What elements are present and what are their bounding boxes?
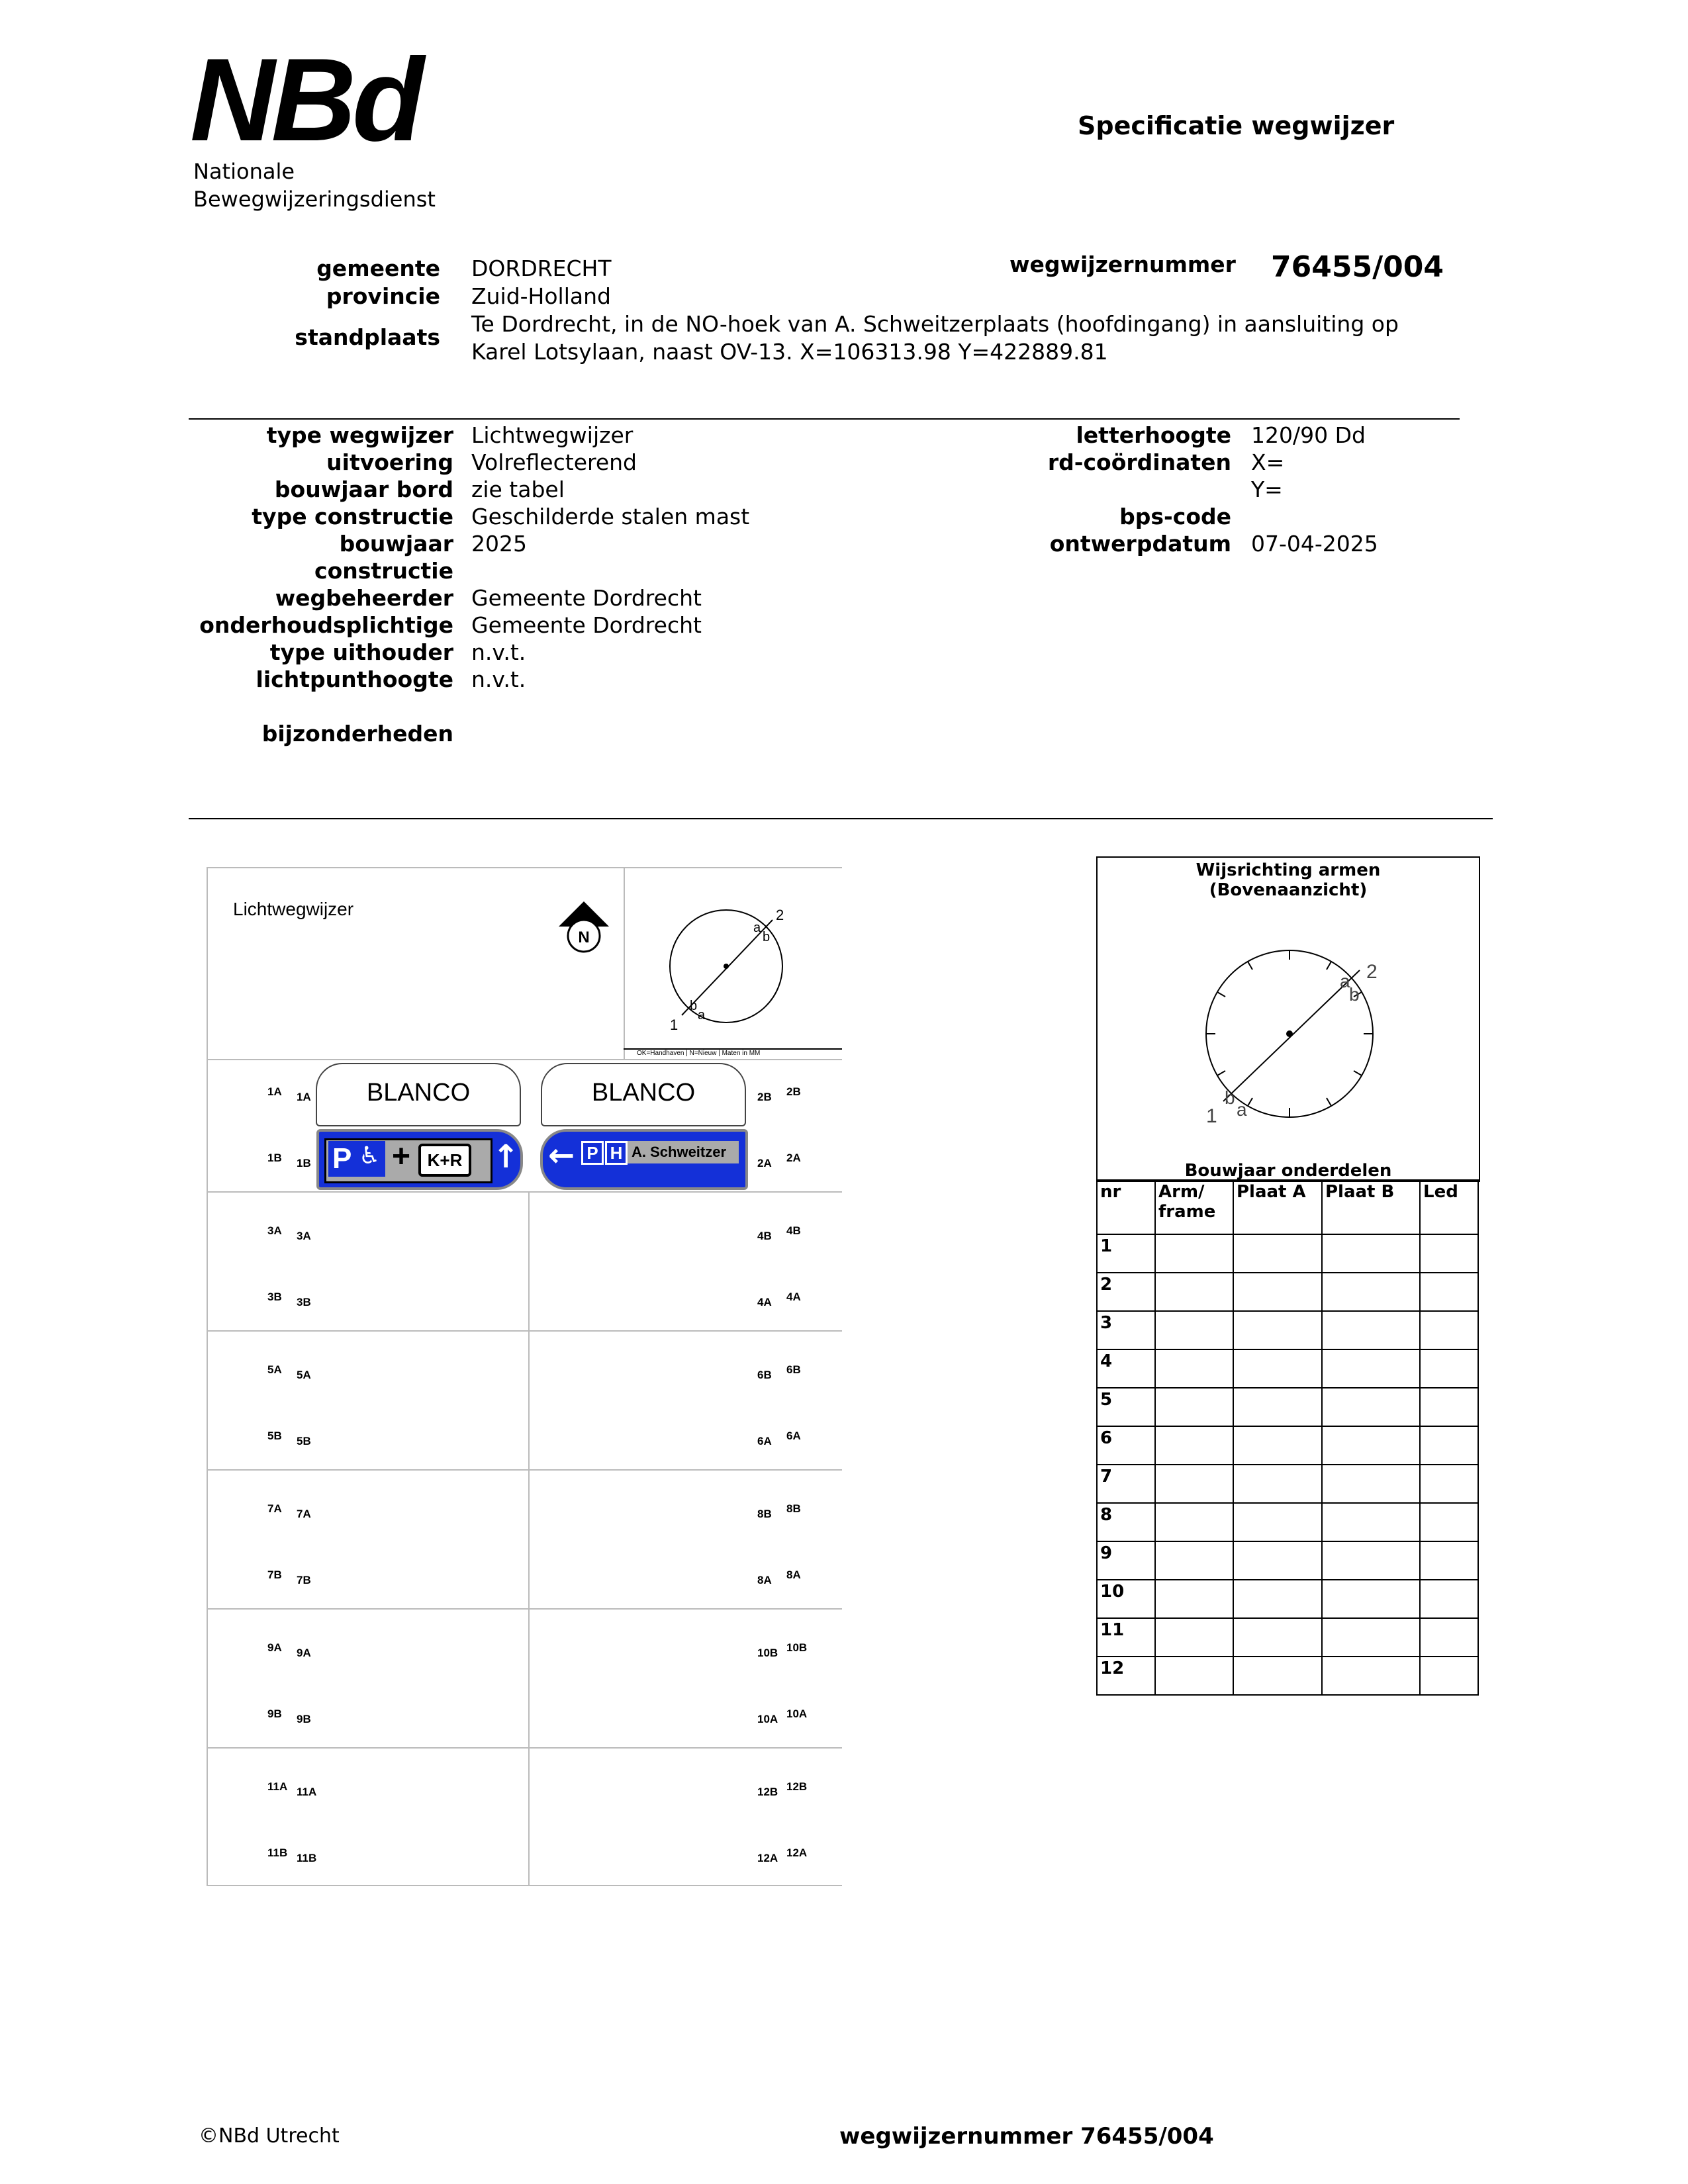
spec-label: type constructie [252,504,453,529]
table-row [1097,1618,1478,1657]
parking-p-icon: P [328,1141,385,1177]
table-cell [1322,1503,1420,1541]
compass-label-a2: a [753,921,761,935]
slot-label-right: 2B [757,1091,772,1103]
spec-label: constructie [314,558,453,584]
slot-label-right: 12A [757,1852,778,1864]
standplaats-line-1: Te Dordrecht, in de NO-hoek van A. Schweitzerplaats (hoofdingang) in aansluiting op [471,311,1399,337]
wijsrichting-label-b2: b [1349,984,1360,1005]
col-nr: nr [1097,1180,1155,1234]
slot-label-right-secondary: 12A [786,1846,808,1859]
row-number: 6 [1097,1426,1155,1465]
wegwijzernummer-value: 76455/004 [1271,250,1444,284]
table-cell [1420,1234,1478,1273]
slot-label-left: 3B [267,1291,282,1303]
spec-value: Gemeente Dordrecht [471,612,702,638]
wheelchair-icon: ♿ [359,1142,381,1169]
footer-copyright: ©NBd Utrecht [199,2124,340,2148]
table-row [1097,1580,1478,1618]
compass-label-a1: a [698,1008,706,1023]
table-cell [1420,1426,1478,1465]
spec-value: Geschilderde stalen mast [471,504,750,529]
slot-label-right-secondary: 4A [786,1291,801,1303]
table-cell [1420,1503,1478,1541]
compass-label-2: 2 [776,907,784,923]
slot-label-right-secondary: 4B [786,1224,801,1237]
table-row [1097,1388,1478,1426]
row-number: 9 [1097,1541,1155,1580]
table-cell [1322,1580,1420,1618]
schweitzer-label: A. Schweitzer [628,1141,739,1163]
slot-label-right-secondary: 10A [786,1707,808,1720]
table-cell [1233,1465,1322,1503]
spec-label: wegbeheerder [275,585,453,611]
table-cell [1155,1349,1233,1388]
compass-label-b2: b [763,930,771,944]
table-cell [1233,1541,1322,1580]
blanco-plate-left: BLANCO [316,1063,521,1126]
table-header-row [1097,1180,1478,1234]
drawing-note: OK=Handhaven | N=Nieuw | Maten in MM [637,1050,761,1057]
table-cell [1322,1618,1420,1657]
spec-value: Gemeente Dordrecht [471,585,702,611]
spec-right-value: 07-04-2025 [1251,531,1378,557]
table-cell [1322,1465,1420,1503]
table-row [1097,1311,1478,1349]
slot-label-left: 7A [267,1502,282,1515]
col-plaat-a: Plaat A [1233,1180,1322,1234]
slot-label-left-secondary: 11A [297,1786,317,1798]
wijsrichting-box [1096,856,1480,1182]
gemeente-label: gemeente [316,255,440,281]
slot-label-right-secondary: 2A [786,1152,801,1164]
table-row [1097,1541,1478,1580]
table-cell [1322,1657,1420,1695]
table-cell [1155,1465,1233,1503]
slot-label-right: 10B [757,1647,778,1659]
plus-icon: + [392,1139,411,1174]
row-number: 5 [1097,1388,1155,1426]
wijsrichting-title: Wijsrichting armen [1196,860,1381,880]
table-cell [1155,1273,1233,1311]
kiss-ride-icon: K+R [418,1144,471,1177]
slot-label-left: 5A [267,1363,282,1376]
compass-small [663,893,802,1039]
col-plaat-b: Plaat B [1322,1180,1420,1234]
slot-label-right-secondary: 6B [786,1363,801,1376]
slot-label-left-secondary: 11B [297,1852,317,1864]
table-cell [1420,1273,1478,1311]
drawing-title: Lichtwegwijzer [233,899,354,919]
slot-label-right: 4A [757,1296,772,1308]
table-cell [1233,1657,1322,1695]
spec-label: type uithouder [269,639,453,665]
slot-label-left: 11B [267,1846,288,1859]
table-cell [1322,1541,1420,1580]
table-cell [1420,1388,1478,1426]
slot-label-left: 11A [267,1780,288,1793]
north-arrow-icon [556,899,612,954]
table-cell [1233,1388,1322,1426]
divider-top [189,418,1460,420]
arrow-left-icon: ← [548,1137,575,1174]
provincie-label: provincie [326,283,440,309]
slot-label-right: 2A [757,1157,772,1169]
table-row [1097,1234,1478,1273]
table-cell [1420,1580,1478,1618]
table-cell [1233,1618,1322,1657]
spec-right-value: X= [1251,449,1285,475]
slot-label-right: 8B [757,1508,772,1520]
slot-label-left-secondary: 5A [297,1369,311,1381]
table-row [1097,1349,1478,1388]
table-cell [1420,1618,1478,1657]
col-arm-frame: Arm/ frame [1155,1180,1233,1234]
table-cell [1233,1234,1322,1273]
spec-right-label: bps-code [1119,504,1231,529]
table-cell [1155,1580,1233,1618]
north-label: N [578,929,590,946]
table-cell [1322,1426,1420,1465]
table-cell [1155,1234,1233,1273]
divider-bottom [189,818,1493,819]
table-cell [1322,1311,1420,1349]
wijsrichting-label-a1: a [1237,1099,1247,1120]
table-cell [1420,1311,1478,1349]
spec-value: 2025 [471,531,527,557]
spec-label: type wegwijzer [266,422,453,448]
table-row [1097,1465,1478,1503]
table-cell [1420,1349,1478,1388]
parking-p-icon-right: P [581,1141,604,1165]
footer-nummer: wegwijzernummer 76455/004 [839,2123,1214,2150]
provincie-value: Zuid-Holland [471,283,611,309]
wijsrichting-label-1: 1 [1206,1105,1217,1127]
spec-label: lichtpunthoogte [256,666,453,692]
wijsrichting-label-a2: a [1340,971,1350,991]
table-cell [1233,1426,1322,1465]
slot-label-left: 9A [267,1641,282,1654]
row-number: 7 [1097,1465,1155,1503]
table-cell [1322,1388,1420,1426]
wegwijzernummer-label: wegwijzernummer [1009,251,1236,277]
table-cell [1322,1349,1420,1388]
spec-right-label: ontwerpdatum [1049,531,1231,557]
wijsrichting-subtitle: (Bovenaanzicht) [1209,880,1368,900]
slot-label-left-secondary: 9B [297,1713,311,1725]
table-cell [1233,1273,1322,1311]
table-cell [1420,1657,1478,1695]
slot-label-right: 12B [757,1786,778,1798]
row-number: 3 [1097,1311,1155,1349]
row-number: 1 [1097,1234,1155,1273]
table-cell [1233,1349,1322,1388]
table-cell [1420,1465,1478,1503]
table-cell [1155,1541,1233,1580]
table-cell [1155,1311,1233,1349]
table-cell [1233,1311,1322,1349]
col-led: Led [1420,1180,1478,1234]
document-title: Specificatie wegwijzer [1078,111,1395,140]
table-cell [1322,1234,1420,1273]
sign-drawing [207,867,842,1886]
slot-label-right: 4B [757,1230,772,1242]
row-number: 2 [1097,1273,1155,1311]
bouwjaar-table [1096,1179,1479,1696]
spec-value: n.v.t. [471,666,526,692]
table-row [1097,1503,1478,1541]
slot-label-right-secondary: 6A [786,1430,801,1442]
slot-label-left: 9B [267,1707,282,1720]
wijsrichting-label-2: 2 [1366,961,1378,983]
slot-label-left: 7B [267,1569,282,1581]
spec-label: bouwjaar [339,531,453,557]
compass-label-b1: b [690,999,698,1013]
gemeente-value: DORDRECHT [471,255,612,281]
slot-label-left-secondary: 3B [297,1296,311,1308]
slot-label-left: 1B [267,1152,282,1164]
logo-line-1: Nationale [193,159,295,184]
logo-line-2: Bewegwijzeringsdienst [193,187,436,212]
spec-label: bouwjaar bord [274,477,453,502]
logo-subtitle [193,158,436,213]
slot-label-right-secondary: 10B [786,1641,808,1654]
standplaats-line-2: Karel Lotsylaan, naast OV-13. X=106313.98 Y=422889.81 [471,339,1108,365]
blanco-plate-right: BLANCO [541,1063,746,1126]
row-number: 4 [1097,1349,1155,1388]
table-cell [1155,1426,1233,1465]
sign-right-schweitzer [540,1129,748,1190]
row-number: 8 [1097,1503,1155,1541]
table-row [1097,1426,1478,1465]
table-cell [1155,1618,1233,1657]
spec-value: Lichtwegwijzer [471,422,633,448]
arrow-up-icon: ↑ [492,1138,520,1175]
table-cell [1420,1541,1478,1580]
row-number: 11 [1097,1618,1155,1657]
table-cell [1233,1580,1322,1618]
spec-value: zie tabel [471,477,565,502]
table-cell [1233,1503,1322,1541]
slot-label-right-secondary: 12B [786,1780,808,1793]
slot-label-right: 6A [757,1435,772,1447]
spec-label: bijzonderheden [261,721,453,747]
slot-label-left-secondary: 1B [297,1157,311,1169]
table-cell [1155,1388,1233,1426]
hospital-h-icon: H [605,1141,628,1165]
slot-label-left-secondary: 1A [297,1091,311,1103]
spec-right-value: 120/90 Dd [1251,422,1366,448]
row-number: 12 [1097,1657,1155,1695]
slot-label-left-secondary: 9A [297,1647,311,1659]
slot-label-left-secondary: 7B [297,1574,311,1586]
slot-label-right: 8A [757,1574,772,1586]
row-number: 10 [1097,1580,1155,1618]
nbd-logo: NBd [190,34,420,165]
sign-left-parking [316,1129,523,1190]
spec-label: uitvoering [326,449,453,475]
slot-label-right-secondary: 8B [786,1502,801,1515]
slot-label-left: 1A [267,1085,282,1098]
table-row [1097,1273,1478,1311]
compass-label-1: 1 [670,1017,679,1033]
spec-value: n.v.t. [471,639,526,665]
slot-label-left-secondary: 7A [297,1508,311,1520]
slot-label-right-secondary: 2B [786,1085,801,1098]
table-cell [1155,1503,1233,1541]
spec-value: Volreflecterend [471,449,637,475]
slot-label-right: 6B [757,1369,772,1381]
wijsrichting-label-b1: b [1225,1087,1235,1108]
spec-right-label: letterhoogte [1076,422,1231,448]
slot-label-left: 3A [267,1224,282,1237]
standplaats-label: standplaats [295,324,440,350]
slot-label-left-secondary: 5B [297,1435,311,1447]
slot-label-right-secondary: 8A [786,1569,801,1581]
slot-label-left-secondary: 3A [297,1230,311,1242]
spec-right-value: Y= [1251,477,1283,502]
compass-large [1190,937,1395,1129]
table-cell [1155,1657,1233,1695]
spec-right-label: rd-coördinaten [1047,449,1231,475]
slot-label-left: 5B [267,1430,282,1442]
slot-label-right: 10A [757,1713,778,1725]
table-cell [1322,1273,1420,1311]
table-row [1097,1657,1478,1695]
bouwjaar-title: Bouwjaar onderdelen [1184,1161,1392,1181]
spec-label: onderhoudsplichtige [199,612,453,638]
